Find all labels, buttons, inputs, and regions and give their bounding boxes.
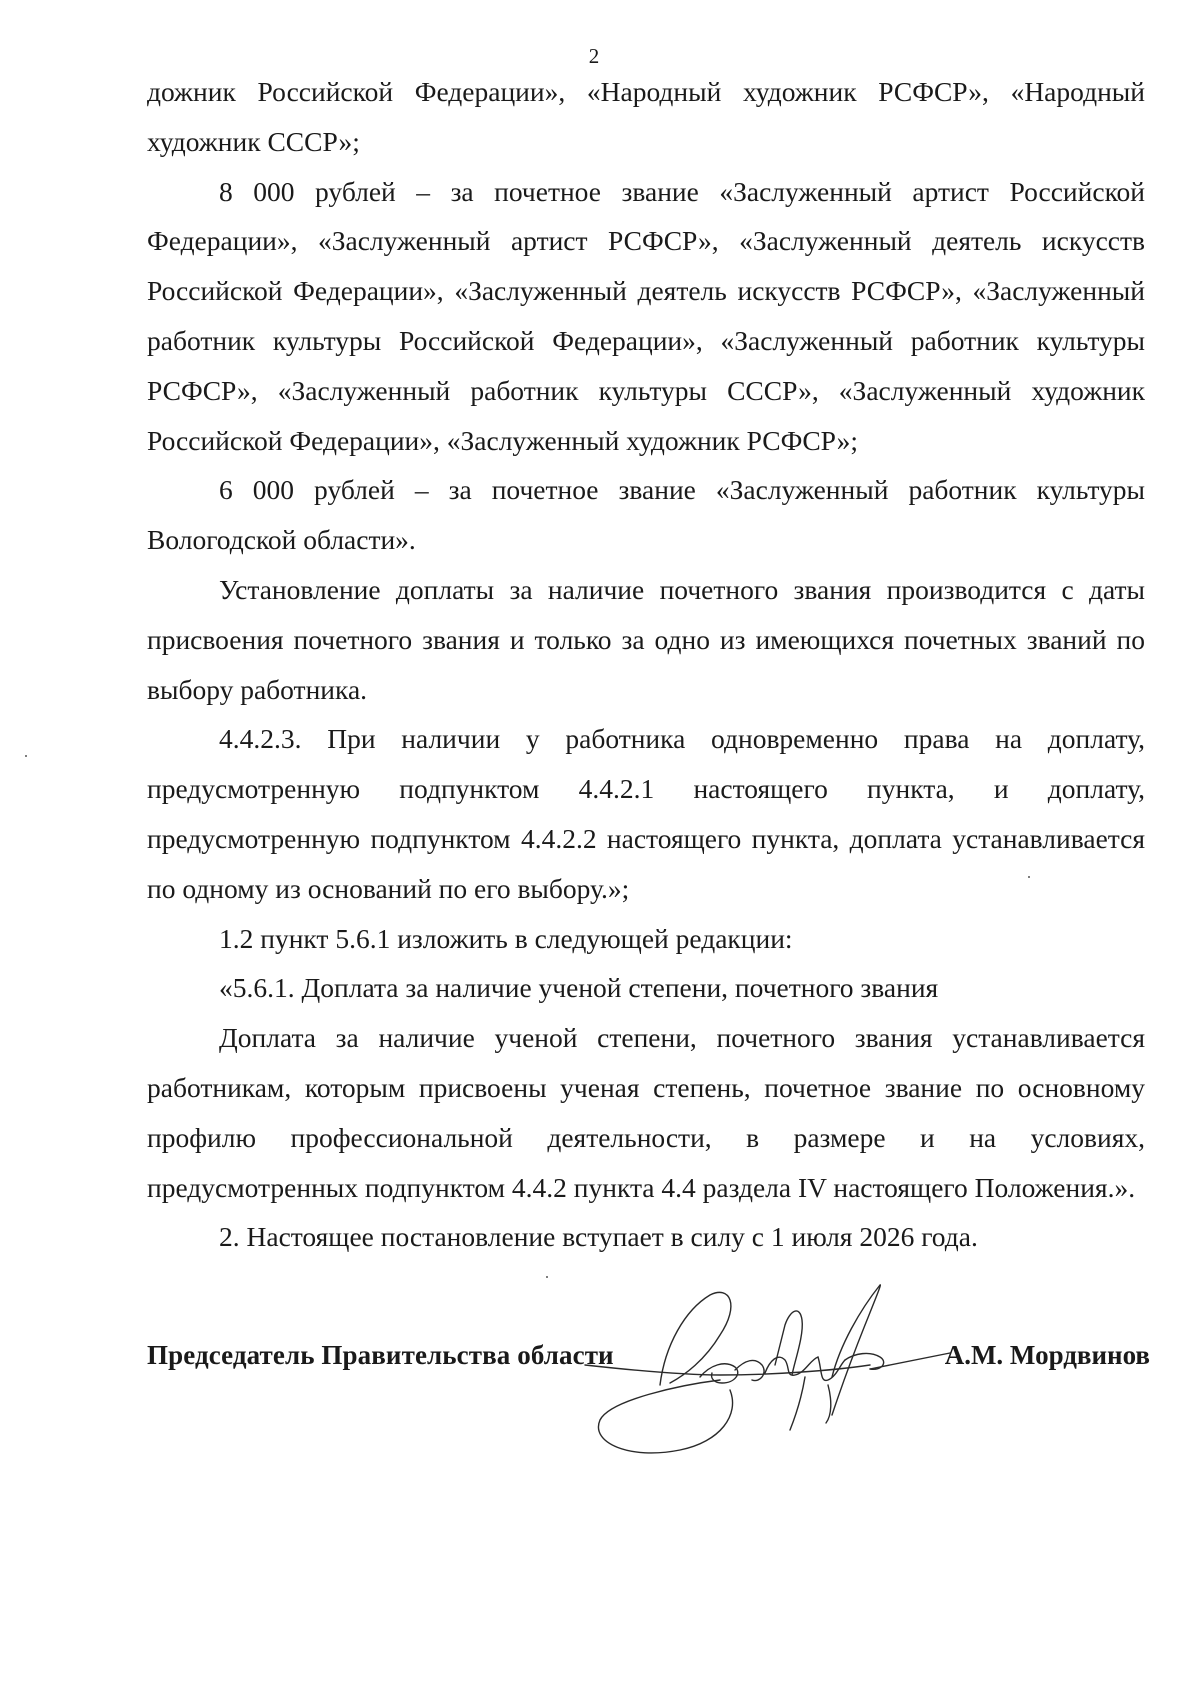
- signatory-title: Председатель Правительства области: [147, 1340, 614, 1370]
- paragraph-5-6-1-body: Доплата за наличие ученой степени, почетного звания устанавливается работникам, которым присвоены ученая степень, почетное звание по основному профилю профессиональной деятельности, в размере и на условиях, предусмотренных подпунктом 4.4.2 пункта 4.4 раздела IV настоящего Положения.».: [147, 1022, 1145, 1203]
- paragraph-6000-rubles: 6 000 рублей – за почетное звание «Заслуженный работник культуры Вологодской области».: [147, 474, 1145, 556]
- paragraph-4-4-2-3: 4.4.2.3. При наличии у работника одновременно права на доплату, предусмотренную подпунктом 4.4.2.1 настоящего пункта, и доплату, предусмотренную подпунктом 4.4.2.2 настоящего пункта, доплата устанавливается по одному из оснований по его выбору.»;: [147, 723, 1145, 904]
- scan-speck: [25, 755, 27, 757]
- paragraph-1-2: 1.2 пункт 5.6.1 изложить в следующей редакции:: [219, 922, 793, 954]
- scan-speck: [546, 1276, 548, 1278]
- paragraph-5-6-1-heading: «5.6.1. Доплата за наличие ученой степени, почетного звания: [219, 972, 939, 1004]
- paragraph-establishment: Установление доплаты за наличие почетного звания производится с даты присвоения почетного звания и только за одно из имеющихся почетных званий по выбору работника.: [147, 573, 1145, 705]
- paragraph-effective-date: 2. Настоящее постановление вступает в силу с 1 июля 2026 года.: [219, 1221, 978, 1253]
- page-number: 2: [588, 44, 600, 68]
- paragraph-continuation: дожник Российской Федерации», «Народный художник РСФСР», «Народный художник СССР»;: [147, 76, 1145, 157]
- scan-speck: [1028, 876, 1030, 878]
- document-body: [147, 67, 1145, 1262]
- handwritten-signature: [570, 1265, 960, 1465]
- signatory-name: А.М. Мордвинов: [944, 1340, 1150, 1370]
- paragraph-8000-rubles: 8 000 рублей – за почетное звание «Заслуженный артист Российской Федерации», «Заслуженный артист РСФСР», «Заслуженный деятель искусств Российской Федерации», «Заслуженный деятель искусств РСФСР», «Заслуженный работник культуры Российской Федерации», «Заслуженный работник культуры РСФСР», «Заслуженный работник культуры СССР», «Заслуженный художник Российской Федерации», «Заслуженный художник РСФСР»;: [147, 175, 1145, 456]
